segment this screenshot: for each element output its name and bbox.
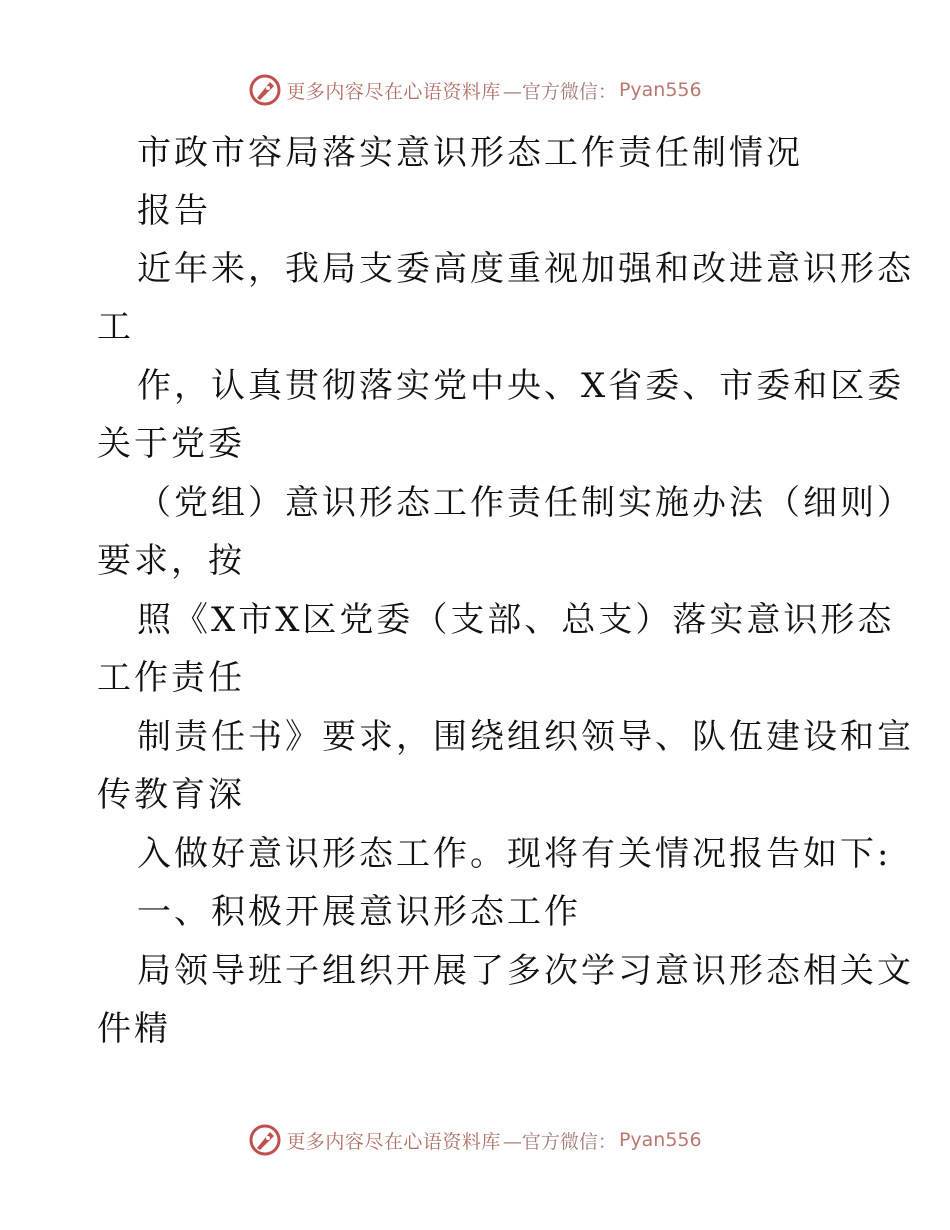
- doc-title-line-1: 市政市容局落实意识形态工作责任制情况: [137, 133, 803, 173]
- watermark-separator: —官方微信：: [502, 80, 617, 103]
- watermark-separator: —官方微信：: [502, 1130, 617, 1153]
- watermark-wechat-id: Pyan556: [618, 79, 702, 101]
- doc-paragraph-line: 作，认真贯彻落实党中央、X省委、市委和区委: [137, 366, 905, 406]
- doc-paragraph-line: 照《X市X区党委（支部、总支）落实意识形态: [137, 600, 895, 640]
- doc-paragraph-line: 工作责任: [97, 658, 245, 698]
- doc-paragraph-line: （党组）意识形态工作责任制实施办法（细则）: [137, 483, 914, 523]
- watermark-banner-bottom: [0, 1120, 950, 1160]
- doc-paragraph-line: 关于党委: [97, 424, 245, 464]
- doc-paragraph-line: 近年来，我局支委高度重视加强和改进意识形态: [137, 249, 914, 289]
- doc-paragraph-line: 制责任书》要求，围绕组织领导、队伍建设和宣: [137, 717, 914, 757]
- watermark-text: 更多内容尽在心语资料库: [286, 80, 501, 103]
- doc-paragraph-line: 要求，按: [97, 541, 245, 581]
- doc-paragraph-line: 件精: [97, 1009, 171, 1049]
- pen-nib-logo-icon: [248, 1123, 282, 1157]
- doc-paragraph-line: 传教育深: [97, 775, 245, 815]
- doc-title-line-2: 报告: [137, 191, 211, 231]
- doc-paragraph-line: 工: [97, 307, 134, 347]
- doc-section-heading: 一、积极开展意识形态工作: [137, 892, 581, 932]
- watermark-banner-top: [0, 70, 950, 110]
- doc-paragraph-line: 局领导班子组织开展了多次学习意识形态相关文: [137, 951, 914, 991]
- watermark-wechat-id: Pyan556: [618, 1129, 702, 1151]
- watermark-text: 更多内容尽在心语资料库: [286, 1130, 501, 1153]
- doc-paragraph-line: 入做好意识形态工作。现将有关情况报告如下:: [137, 834, 892, 874]
- pen-nib-logo-icon: [248, 73, 282, 107]
